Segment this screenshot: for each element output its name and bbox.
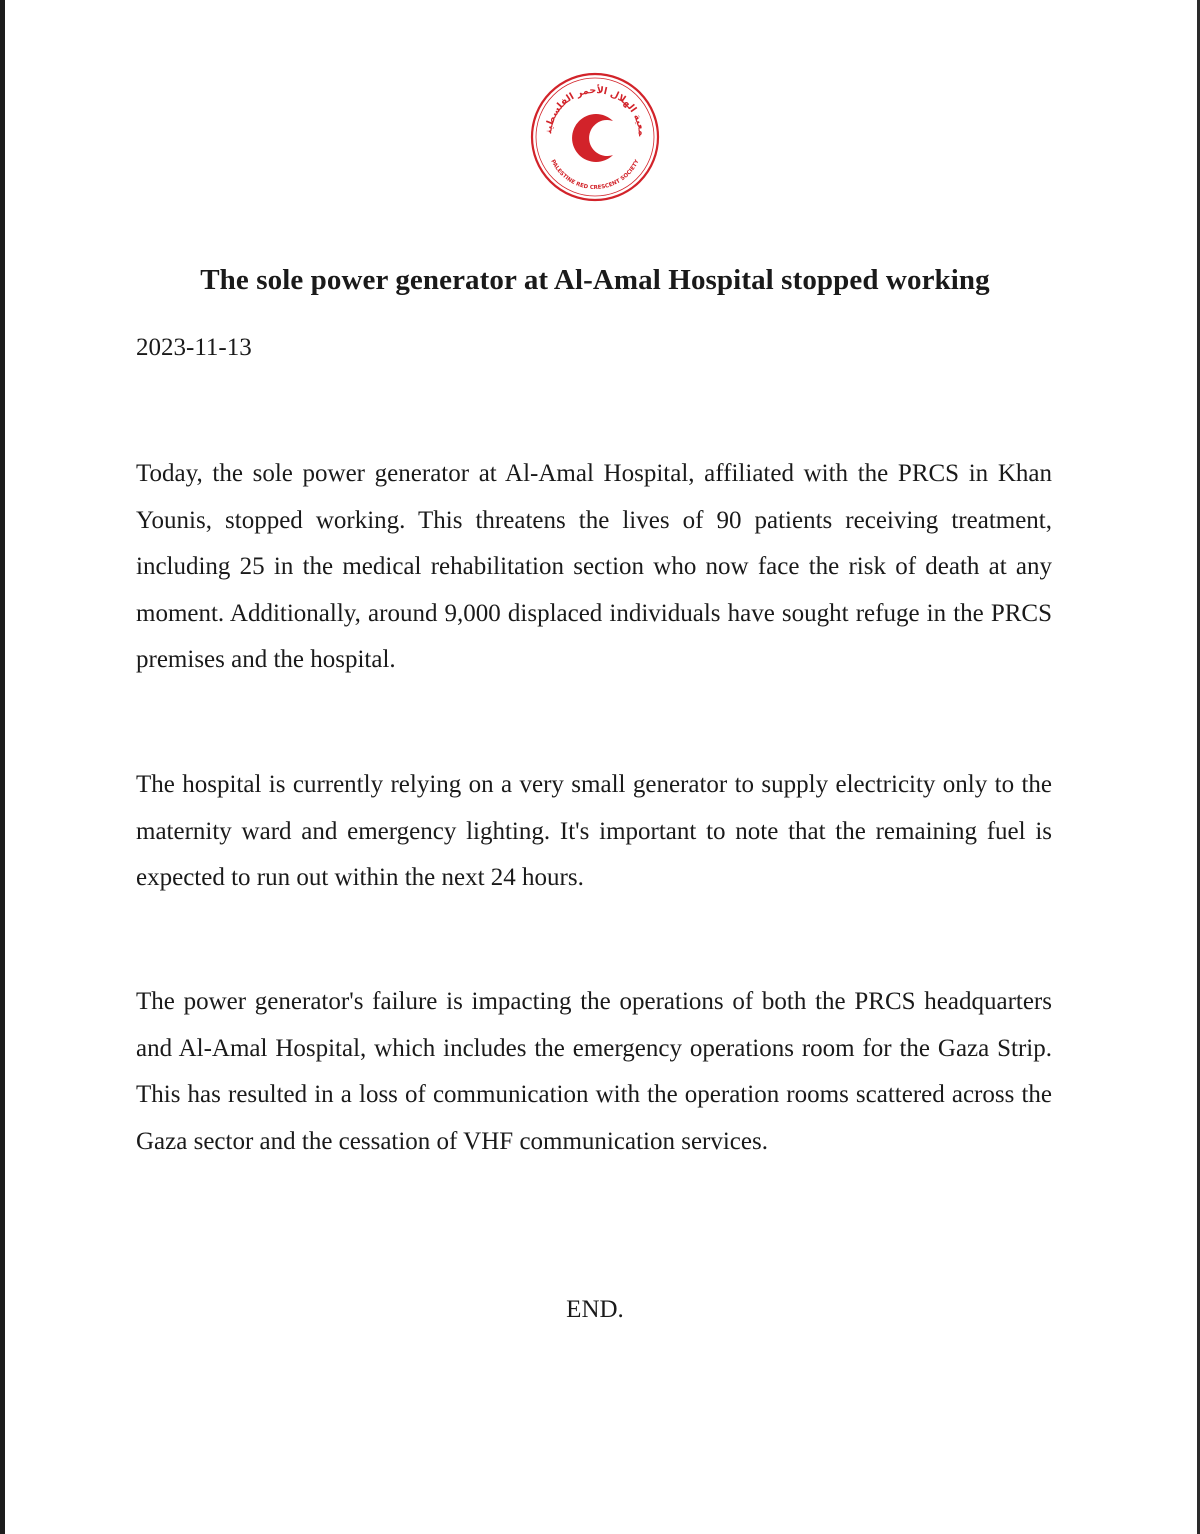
crescent-shape [572,114,613,162]
document-title: The sole power generator at Al-Amal Hospital stopped working [200,264,990,296]
paragraph-3: The power generator's failure is impacting the operations of both the PRCS headquarters and Al-Amal Hospital, which includes the emergency operations room for the Gaza Strip. This has resulted in a loss of communication with the operation rooms scattered across the Gaza sector and the cessation of VHF communication services. [136,988,1052,1155]
document-date: 2023-11-13 [136,334,252,361]
end-mark: END. [566,1296,624,1323]
logo-arabic-text: معية الهلال الأحمر الفلسطين [543,84,648,137]
red-crescent-logo [529,71,661,203]
red-crescent-icon [529,71,661,203]
logo-english-text: PALESTINE RED CRESCENT SOCIETY [549,158,641,192]
paragraph-1: Today, the sole power generator at Al-Amal Hospital, affiliated with the PRCS in Khan Younis, stopped working. This threatens the lives of 90 patients receiving treatment, including 25 in the medical rehabilitation section who now face the risk of death at any moment. Additionally, around 9,000 displaced individuals have sought refuge in the PRCS premises and the hospital. [136,460,1052,673]
paragraph-2: The hospital is currently relying on a very small generator to supply electricity only to the maternity ward and emergency lighting. It's important to note that the remaining fuel is expected to run out within the next 24 hours. [136,771,1052,891]
